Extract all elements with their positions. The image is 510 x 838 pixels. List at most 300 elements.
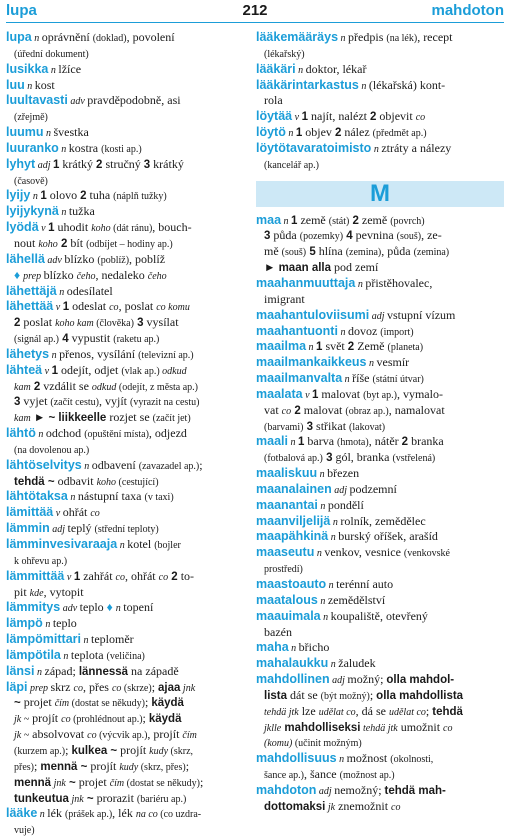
- dictionary-line: [256, 529, 504, 545]
- entry-text: (povrch): [390, 215, 425, 227]
- entry-text: zemědělství: [327, 592, 386, 607]
- entry-text: udělat co: [318, 706, 356, 718]
- entry-text: k ohřevu ap.): [14, 555, 68, 567]
- entry-text: projet: [75, 774, 110, 789]
- entry-text: nemožný;: [334, 782, 385, 797]
- entry-text: ~: [83, 792, 94, 805]
- entry-text: pevnina: [352, 228, 397, 243]
- entry-text: tehdä: [432, 705, 463, 718]
- entry-text: ~: [14, 697, 21, 710]
- dictionary-line: [6, 141, 250, 157]
- entry-text: (vstřelená): [392, 453, 436, 465]
- entry-text: oprávnění: [41, 30, 93, 44]
- dictionary-line: [6, 585, 250, 601]
- entry-text: n: [317, 500, 328, 512]
- headword: lähtöselvitys: [6, 457, 82, 472]
- entry-text: přistěhovalec,: [365, 275, 433, 290]
- entry-text: žaludek: [338, 656, 376, 671]
- entry-text: adj: [316, 785, 335, 797]
- entry-text: teplo: [52, 616, 77, 631]
- entry-text: (skrz, přes): [138, 761, 186, 773]
- entry-text: zahřát: [80, 568, 116, 583]
- headword: mahdollinen: [256, 672, 330, 687]
- dictionary-line: [256, 577, 504, 593]
- entry-text: pondělí: [327, 497, 364, 512]
- entry-text: rola: [264, 93, 283, 108]
- dictionary-line: [256, 498, 504, 514]
- entry-text: n: [34, 666, 45, 678]
- entry-text: , vyjít: [99, 394, 131, 409]
- dictionary-line: [256, 387, 504, 403]
- dictionary-line: [6, 537, 250, 553]
- entry-text: pit: [14, 584, 30, 599]
- entry-text: pod zemí: [331, 260, 379, 275]
- dictionary-line: [256, 434, 504, 450]
- entry-text: vesmír: [376, 355, 410, 370]
- dictionary-line: [6, 236, 250, 252]
- entry-text: v: [292, 112, 302, 124]
- headword: länsi: [6, 663, 35, 678]
- entry-text: možnost: [346, 751, 391, 766]
- entry-text: půda: [270, 228, 300, 243]
- entry-text: (zemina): [413, 247, 450, 259]
- headword: lähettäjä: [6, 283, 57, 298]
- dictionary-line: [256, 141, 504, 157]
- dictionary-line: [6, 347, 250, 363]
- entry-text: n: [37, 809, 48, 821]
- entry-text: adv: [67, 96, 88, 108]
- entry-text: ;: [425, 703, 433, 718]
- entry-text: 2: [291, 404, 301, 417]
- dictionary-line: [6, 363, 250, 379]
- headword: maanalainen: [256, 481, 332, 496]
- entry-text: Země: [354, 339, 388, 354]
- entry-text: čím: [182, 730, 197, 742]
- dictionary-line: [256, 419, 504, 435]
- entry-text: objev: [302, 125, 335, 140]
- entry-text: kam: [14, 413, 31, 425]
- entry-text: adj: [49, 524, 68, 536]
- entry-text: (planeta): [387, 342, 424, 354]
- headword: lähtö: [6, 426, 36, 441]
- entry-text: lžíce: [58, 61, 82, 76]
- entry-text: , povolení: [126, 30, 175, 44]
- dictionary-line: [6, 173, 250, 189]
- entry-text: co: [90, 508, 100, 520]
- header-rule: [6, 22, 504, 23]
- entry-text: teploměr: [91, 632, 134, 647]
- entry-text: (fotbalová ap.): [264, 453, 323, 465]
- dictionary-line: [6, 569, 250, 585]
- entry-text: n: [117, 540, 128, 551]
- dictionary-line: [256, 324, 504, 340]
- dictionary-line: [256, 593, 504, 609]
- entry-text: 2: [334, 127, 342, 140]
- entry-text: odchod: [45, 426, 85, 441]
- entry-text: vzdálit se: [40, 378, 92, 393]
- entry-text: mě: [264, 244, 282, 259]
- entry-text: , nátěr: [368, 434, 402, 449]
- entry-text: n: [285, 128, 296, 140]
- entry-text: ;: [151, 679, 159, 694]
- entry-text: , bouch-: [152, 220, 192, 235]
- entry-text: jk ~: [14, 730, 30, 742]
- dictionary-line: [6, 379, 250, 395]
- entry-text: kulkea ~: [71, 744, 118, 757]
- left-column: [6, 30, 250, 838]
- entry-text: (v taxi): [144, 492, 174, 504]
- entry-text: co: [109, 302, 119, 314]
- headword: löytää: [256, 109, 293, 124]
- entry-text: adj: [331, 484, 350, 496]
- entry-text: (lékařský): [264, 48, 305, 60]
- dictionary-line: [6, 299, 250, 315]
- dictionary-line: [6, 252, 250, 268]
- entry-text: (doklad): [92, 33, 127, 44]
- entry-text: n: [328, 532, 339, 544]
- entry-text: rolník, zemědělec: [340, 513, 426, 528]
- headword: lyhyt: [6, 156, 36, 171]
- entry-text: vypustit: [68, 331, 114, 346]
- entry-text: co: [111, 682, 122, 694]
- entry-text: jnk: [68, 793, 84, 805]
- page-header: [0, 0, 510, 22]
- headword: läpi: [6, 679, 28, 694]
- entry-text: čím: [109, 777, 125, 789]
- entry-text: blízko: [64, 251, 98, 266]
- dictionary-line: [256, 308, 504, 324]
- entry-text: 2: [168, 570, 178, 583]
- entry-text: vysílat: [143, 315, 179, 330]
- entry-text: (hmota): [337, 437, 369, 449]
- entry-text: adj: [329, 675, 348, 687]
- entry-text: mennä ~: [40, 760, 88, 773]
- entry-text: přenos, vysílání: [59, 346, 139, 361]
- entry-text: (lakovat): [349, 421, 386, 433]
- entry-text: ►: [30, 412, 49, 425]
- entry-text: krátký: [150, 156, 184, 171]
- entry-text: země: [358, 212, 391, 227]
- entry-text: n: [24, 80, 35, 92]
- dictionary-line: [256, 625, 504, 641]
- entry-text: v: [38, 223, 49, 235]
- entry-text: břicho: [298, 640, 330, 655]
- dictionary-line: [256, 720, 504, 736]
- dictionary-line: [6, 394, 250, 410]
- entry-text: , ze-: [421, 228, 442, 243]
- entry-text: odkud: [159, 365, 187, 377]
- headword: lähellä: [6, 251, 45, 266]
- entry-text: (státní útvar): [372, 374, 424, 386]
- dictionary-line: [6, 632, 250, 648]
- entry-text: prep: [23, 270, 44, 282]
- dictionary-line: [6, 680, 250, 696]
- entry-text: (televizní ap.): [138, 349, 194, 361]
- entry-text: 1: [62, 301, 70, 314]
- entry-text: tehdä ~: [14, 475, 55, 488]
- entry-text: projet: [20, 695, 55, 710]
- entry-text: (zřejmě): [14, 112, 48, 124]
- dictionary-line: [6, 426, 250, 442]
- dictionary-line: [256, 228, 504, 244]
- entry-text: prostředí): [264, 564, 303, 576]
- headword: maahantuloviisumi: [256, 307, 370, 322]
- entry-text: , přes: [82, 679, 112, 694]
- entry-text: 2: [96, 158, 103, 171]
- entry-text: (byt ap.): [363, 389, 397, 401]
- entry-text: ►: [264, 262, 279, 275]
- entry-text: 1: [295, 127, 303, 140]
- dictionary-line: [6, 93, 250, 109]
- entry-text: 1: [301, 111, 308, 124]
- entry-text: (možnost ap.): [339, 770, 395, 782]
- dictionary-line: [6, 315, 250, 331]
- dictionary-line: [256, 403, 504, 419]
- entry-text: n: [336, 754, 347, 766]
- entry-text: 1: [312, 388, 319, 401]
- entry-text: n: [81, 635, 92, 647]
- entry-text: n: [42, 619, 53, 631]
- entry-text: v: [42, 365, 52, 377]
- entry-text: ajaa: [158, 681, 181, 694]
- entry-text: nález: [341, 125, 373, 140]
- dictionary-line: [256, 751, 504, 767]
- entry-text: tehdä jtk: [264, 706, 299, 718]
- entry-text: teplý: [67, 521, 95, 536]
- dictionary-line: [6, 204, 250, 220]
- dictionary-line: [256, 213, 504, 229]
- entry-text: n: [366, 358, 377, 370]
- entry-text: co: [158, 571, 169, 583]
- dictionary-line: [256, 767, 504, 783]
- entry-text: ;: [369, 687, 377, 702]
- entry-text: znemožnit: [335, 798, 392, 813]
- entry-text: 1: [297, 436, 305, 449]
- entry-text: 1: [40, 190, 47, 203]
- entry-text: (začít cestu): [50, 397, 99, 409]
- entry-text: ~: [65, 776, 76, 789]
- entry-text: vyjet: [20, 394, 51, 409]
- entry-text: jk: [325, 801, 336, 813]
- dictionary-line: [256, 157, 504, 173]
- entry-text: ;: [142, 711, 149, 726]
- entry-text: co: [73, 682, 83, 694]
- entry-text: n: [281, 215, 292, 227]
- entry-text: adv: [60, 603, 80, 615]
- entry-text: ♦: [106, 600, 116, 615]
- entry-text: adj: [369, 310, 388, 322]
- headword: lähetys: [6, 346, 50, 361]
- entry-text: svět: [322, 339, 348, 354]
- entry-text: to-: [177, 568, 195, 583]
- entry-text: pravděpodobně, asi: [87, 93, 181, 108]
- dictionary-line: [256, 371, 504, 387]
- dictionary-line: [256, 62, 504, 78]
- entry-text: olovo: [46, 188, 81, 203]
- dictionary-line: [256, 46, 504, 62]
- dictionary-line: [6, 268, 250, 284]
- entry-text: teplota: [70, 647, 107, 662]
- headword: lääkärintarkastus: [256, 77, 359, 92]
- headword: maailmankaikkeus: [256, 355, 367, 370]
- entry-text: malovat: [300, 402, 346, 417]
- dictionary-line: [6, 791, 250, 807]
- headword: löytö: [256, 125, 286, 140]
- entry-text: v: [64, 571, 74, 583]
- entry-text: , namalovat: [388, 402, 445, 417]
- entry-text: 2: [349, 214, 359, 227]
- entry-text: (bariéru ap.): [136, 793, 187, 805]
- entry-text: co: [391, 801, 401, 813]
- entry-text: v: [53, 508, 63, 520]
- headword: lääkäri: [256, 61, 296, 76]
- entry-text: 3: [143, 158, 151, 171]
- dictionary-line: [6, 62, 250, 78]
- entry-text: olla mahdol-: [386, 674, 455, 687]
- entry-text: adj: [35, 159, 53, 171]
- entry-text: uhodit: [54, 220, 92, 235]
- entry-text: odbavení: [91, 457, 139, 472]
- entry-text: n: [330, 516, 341, 528]
- entry-text: podzemní: [349, 481, 397, 496]
- entry-text: kudy: [149, 745, 169, 757]
- entry-text: kost: [34, 77, 55, 92]
- entry-text: blízko: [43, 267, 77, 282]
- entry-text: ztráty a nálezy: [381, 140, 452, 155]
- entry-text: , lék: [112, 806, 136, 821]
- entry-text: (skrze): [121, 682, 152, 694]
- entry-text: umožnit: [397, 719, 444, 734]
- entry-text: (co uzdra-: [157, 809, 202, 821]
- dictionary-line: [6, 157, 250, 173]
- headword: lusikka: [6, 61, 49, 76]
- entry-text: prorazit: [93, 790, 137, 805]
- entry-text: n: [314, 548, 325, 560]
- entry-text: n: [358, 80, 369, 92]
- entry-text: (skrz,: [168, 745, 194, 757]
- dictionary-line: [6, 521, 250, 537]
- entry-text: najít, nalézt: [308, 109, 370, 124]
- entry-text: 3: [264, 230, 271, 243]
- entry-text: co: [61, 714, 71, 726]
- entry-text: vstupní vízum: [387, 307, 456, 322]
- entry-text: n: [35, 429, 46, 441]
- entry-text: n: [288, 643, 299, 655]
- entry-text: vat: [264, 402, 282, 417]
- dictionary-line: [256, 260, 504, 276]
- entry-text: jk ~: [14, 714, 30, 726]
- entry-text: 5: [306, 246, 316, 259]
- entry-text: (předmět ap.): [372, 128, 427, 140]
- entry-text: 2: [369, 111, 377, 124]
- entry-text: n: [338, 33, 349, 44]
- entry-text: 1: [51, 364, 58, 377]
- dictionary-line: [6, 759, 250, 775]
- right-column-top-entries: [256, 30, 504, 173]
- dictionary-line: [6, 822, 250, 838]
- entry-text: , šance: [303, 767, 340, 782]
- entry-text: (kancelář ap.): [264, 159, 319, 171]
- dictionary-line: [256, 561, 504, 577]
- entry-text: 3: [303, 420, 314, 433]
- dictionary-line: [256, 339, 504, 355]
- entry-text: (člověka): [93, 318, 134, 330]
- headword: maastoauto: [256, 577, 327, 591]
- entry-text: poslat: [20, 315, 56, 330]
- entry-text: , vymalo-: [396, 386, 443, 401]
- entry-text: tuha: [86, 188, 114, 203]
- dictionary-line: [256, 609, 504, 625]
- entry-text: 1: [52, 158, 60, 171]
- entry-text: burský oříšek, arašíd: [338, 529, 438, 544]
- entry-text: (signál ap.): [14, 334, 59, 346]
- dictionary-line: [256, 30, 504, 46]
- entry-text: n: [49, 349, 60, 361]
- entry-text: 2: [57, 237, 68, 250]
- entry-text: (cestující): [116, 476, 159, 488]
- entry-text: jklle: [264, 722, 282, 734]
- entry-text: mennä: [14, 776, 52, 789]
- entry-text: (import): [380, 326, 414, 338]
- headword: maanviljelijä: [256, 513, 331, 528]
- dictionary-line: [256, 355, 504, 371]
- entry-text: dovoz: [347, 323, 381, 338]
- dictionary-line: [256, 466, 504, 482]
- headword: lähtötaksa: [6, 489, 68, 504]
- dictionary-line: [256, 735, 504, 751]
- entry-text: n: [328, 659, 339, 671]
- entry-text: jnk: [180, 682, 196, 694]
- entry-text: tehdä mah-: [384, 784, 446, 797]
- dictionary-line: [6, 109, 250, 125]
- entry-text: předpis: [348, 30, 387, 44]
- entry-text: n: [317, 595, 328, 607]
- entry-text: , půda: [381, 244, 414, 259]
- entry-text: (na dovolenou ap.): [14, 444, 90, 456]
- entry-text: ;: [185, 758, 190, 773]
- entry-text: n: [115, 603, 124, 615]
- entry-text: objevit: [376, 109, 416, 124]
- dictionary-line: [6, 331, 250, 347]
- entry-text: dát se: [287, 687, 321, 702]
- entry-text: (kosti ap.): [101, 143, 142, 155]
- entry-text: ;: [34, 758, 41, 773]
- headword: maapähkinä: [256, 529, 329, 544]
- entry-text: n: [60, 650, 71, 662]
- entry-text: , nedaleko: [95, 267, 148, 282]
- entry-text: venkov, vesnice: [324, 545, 404, 560]
- headword: maahantuonti: [256, 323, 338, 338]
- entry-text: přes): [14, 761, 34, 773]
- dictionary-line: [6, 410, 250, 426]
- entry-text: (dostat se někudy): [69, 698, 145, 710]
- headword: maahanmuuttaja: [256, 275, 356, 290]
- entry-text: (okolnosti,: [390, 754, 434, 766]
- entry-text: , dá se: [355, 703, 389, 718]
- entry-text: (na lék): [386, 33, 418, 44]
- entry-text: 3: [133, 317, 144, 330]
- dictionary-line: [6, 664, 250, 680]
- entry-text: (dát ránu): [110, 223, 153, 235]
- entry-text: 1: [73, 570, 81, 583]
- headword: lyijykynä: [6, 204, 59, 219]
- entry-text: odkud: [91, 381, 117, 393]
- entry-text: odejít, odjet: [58, 362, 122, 377]
- dictionary-line: [256, 704, 504, 720]
- entry-text: projít: [29, 711, 62, 726]
- entry-text: n: [30, 191, 41, 203]
- entry-text: čeho: [76, 270, 96, 282]
